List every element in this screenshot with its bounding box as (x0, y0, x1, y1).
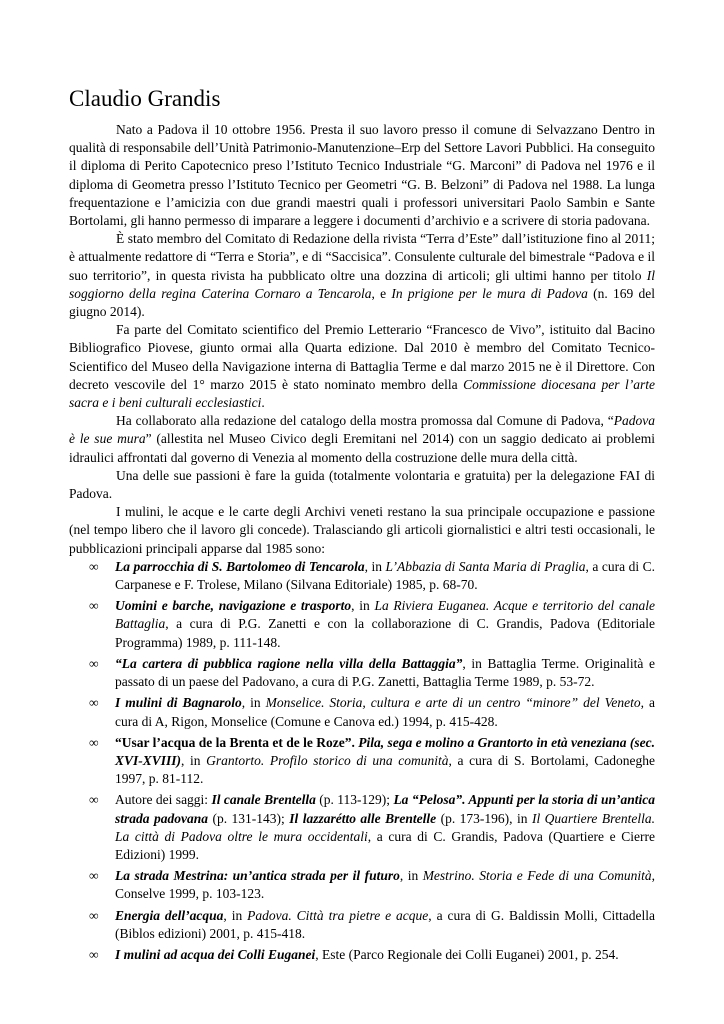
infinity-bullet-icon: ∞ (89, 695, 99, 711)
text-run: . (261, 395, 265, 411)
publication-item (69, 655, 655, 691)
infinity-bullet-icon: ∞ (89, 598, 99, 614)
infinity-bullet-icon: ∞ (89, 734, 99, 750)
emphasized-text-run: La “Pelosa”. Appunti per la storia di un’antica strada padovana (115, 792, 656, 826)
biography-paragraph (69, 467, 655, 503)
text-run: , Este (Parco Regionale dei Colli Euganei) 2001, p. 254. (315, 946, 619, 962)
text-run: , a cura di C. Carpanese e F. Trolese, Milano (Silvana Editoriale) 1985, p. 68-70. (115, 558, 655, 593)
emphasized-text-run: Grantorto. Profilo storico di una comunità (206, 752, 449, 768)
text-run: Una delle sue passioni è fare la guida (totalmente volontaria e gratuita) per la delegazione FAI di Padova. (69, 467, 655, 502)
infinity-bullet-icon: ∞ (89, 868, 99, 884)
author-name-heading: Claudio Grandis (69, 86, 221, 111)
publication-item (69, 867, 655, 903)
emphasized-text-run: Monselice. Storia, cultura e arte di un centro “minore” del Veneto (265, 695, 641, 711)
text-run: , a cura di C. Grandis, Padova (Quartiere e Cierre Edizioni) 1999. (115, 828, 655, 862)
biography-paragraph (69, 121, 655, 230)
infinity-bullet-icon: ∞ (89, 907, 99, 923)
text-run: (p. 131-143); (207, 810, 290, 826)
text-run: , in (351, 598, 375, 614)
emphasized-text-run: La strada Mestrina: un’antica strada per il futuro (115, 868, 400, 884)
emphasized-text-run: I mulini di Bagnarolo (115, 695, 242, 711)
text-run: , a cura di A, Rigon, Monselice (Comune e Canova ed.) 1994, p. 415-428. (115, 695, 655, 729)
publication-item (69, 597, 655, 652)
text-run: , a cura di G. Baldissin Molli, Cittadella (Biblos edizioni) 2001, p. 415-418. (115, 907, 656, 941)
text-run: (p. 173-196), in (436, 810, 532, 826)
biography-paragraph (69, 503, 655, 558)
text-run: , Conselve 1999, p. 103-123. (115, 868, 655, 902)
text-run: , in (181, 752, 207, 768)
emphasized-text-run: Il lazzarétto alle Brentelle (289, 810, 437, 826)
text-run: , in (364, 558, 386, 574)
text-run: Fa parte del Comitato scientifico del Premio Letterario “Francesco de Vivo”, istituito dal Bacino Bibliografico Piovese, giunto ormai alla Quarta edizione. Dal 2010 è membro del Comitato Tecnico-Scientifico del Museo della Navigazione interna di Battaglia Terme e dal marzo 2015 ne è il Direttore. Con decreto vescovile del 1° marzo 2015 è stato nominato membro della (69, 322, 655, 392)
text-run: È stato membro del Comitato di Redazione della rivista “Terra d’Este” dall’istituzione fino al 2011; è attualmente redattore di “Terra e Storia”, e di “Saccisica”. Consulente culturale del bimestrale “Padova e il suo territorio”, in questa rivista ha pubblicato oltre una dozzina di articoli; gli ultimi hanno per titolo (69, 231, 655, 283)
publication-item (69, 791, 655, 864)
emphasized-text-run: Il Quartiere Brentella. La città di Padova oltre le mura occidentali (115, 810, 655, 844)
biography-paragraph (69, 321, 655, 412)
text-run: , a cura di P.G. Zanetti e con la collaborazione di C. Grandis, Padova (Editoriale Programma) 1989, p. 111-148. (115, 616, 655, 650)
emphasized-text-run: Padova è le sue mura (69, 413, 655, 447)
emphasized-text-run: “Usar l’acqua de la Brenta et de le Roze”. (115, 734, 359, 750)
emphasized-text-run: “La cartera di pubblica ragione nella villa della Battaggia” (115, 655, 463, 671)
emphasized-text-run: Commissione diocesana per l’arte sacra e i beni culturali ecclesiastici (69, 376, 655, 411)
publication-item (69, 946, 655, 964)
emphasized-text-run: L’Abbazia di Santa Maria di Praglia (385, 558, 586, 574)
biography-paragraphs (69, 121, 655, 558)
publication-item (69, 694, 655, 730)
publication-item (69, 907, 655, 943)
text-run: (p. 113-129); (315, 792, 394, 808)
infinity-bullet-icon: ∞ (89, 558, 99, 574)
text-run: , in (399, 868, 423, 884)
text-run: Nato a Padova il 10 ottobre 1956. Presta il suo lavoro presso il comune di Selvazzano Dentro in qualità di responsabile dell’Unità Patrimonio-Manutenzione–Erp del Settore Lavori Pubblici. Ha conseguito il diploma di Perito Capotecnico preso l’Istituto Tecnico Industriale “G. Marconi” di Padova nel 1976 e il diploma di Geometra presso l’Istituto Tecnico per Geometri “G. B. Belzoni” di Padova nel 1988. La lunga frequentazione e l’amicizia con due grandi maestri quali i professori universitari Paolo Sambin e Sante Bortolami, gli hanno permesso di imparare a leggere i documenti d’archivio e a scrivere di storia padovana. (69, 122, 655, 229)
infinity-bullet-icon: ∞ (89, 946, 99, 962)
emphasized-text-run: I mulini ad acqua dei Colli Euganei (115, 946, 316, 962)
publication-item (69, 734, 655, 789)
emphasized-text-run: In prigione per le mura di Padova (391, 285, 588, 301)
text-run: Ha collaborato alla redazione del catalogo della mostra promossa dal Comune di Padova, “ (116, 413, 614, 429)
emphasized-text-run: Energia dell’acqua (115, 907, 224, 923)
text-run: , in (223, 907, 248, 923)
publication-item (69, 558, 655, 594)
emphasized-text-run: La Riviera Euganea. Acque e territorio del canale Battaglia (115, 598, 655, 632)
emphasized-text-run: Pila, sega e molino a Grantorto in età veneziana (sec. XVI-XVIII) (115, 734, 655, 768)
text-run: , a cura di S. Bortolami, Cadoneghe 1997, p. 81-112. (115, 752, 655, 787)
text-run: Autore dei saggi: (115, 792, 212, 808)
emphasized-text-run: Uomini e barche, navigazione e trasporto (115, 598, 352, 614)
infinity-bullet-icon: ∞ (89, 792, 99, 808)
text-run: ” (allestita nel Museo Civico degli Eremitani nel 2014) con un saggio dedicato ai problemi idraulici affrontati dal governo di Venezia al momento della costruzione delle mura della città. (69, 431, 656, 465)
text-run: I mulini, le acque e le carte degli Archivi veneti restano la sua principale occupazione e passione (nel tempo libero che il lavoro gli concede). Tralasciando gli articoli giornalistici e altri testi occasionali, le pubblicazioni principali apparse dal 1985 sono: (69, 504, 655, 556)
emphasized-text-run: Il soggiorno della regina Caterina Cornaro a Tencarola (69, 267, 655, 301)
emphasized-text-run: Il canale Brentella (211, 792, 316, 808)
biography-body (69, 121, 655, 967)
text-run: , in Battaglia Terme. Originalità e passato di un paese del Padovano, a cura di P.G. Zanetti, Battaglia Terme 1989, p. 53-72. (115, 655, 655, 690)
publication-list (69, 558, 655, 964)
text-run: , in (241, 695, 266, 711)
biography-paragraph (69, 230, 655, 321)
emphasized-text-run: Padova. Città tra pietre e acque (247, 907, 429, 923)
biography-paragraph (69, 412, 655, 467)
text-run: , e (371, 285, 392, 301)
emphasized-text-run: La parrocchia di S. Bartolomeo di Tencarola (115, 558, 365, 574)
infinity-bullet-icon: ∞ (89, 655, 99, 671)
text-run: (n. 169 del giugno 2014). (69, 285, 655, 320)
emphasized-text-run: Mestrino. Storia e Fede di una Comunità (422, 868, 652, 884)
